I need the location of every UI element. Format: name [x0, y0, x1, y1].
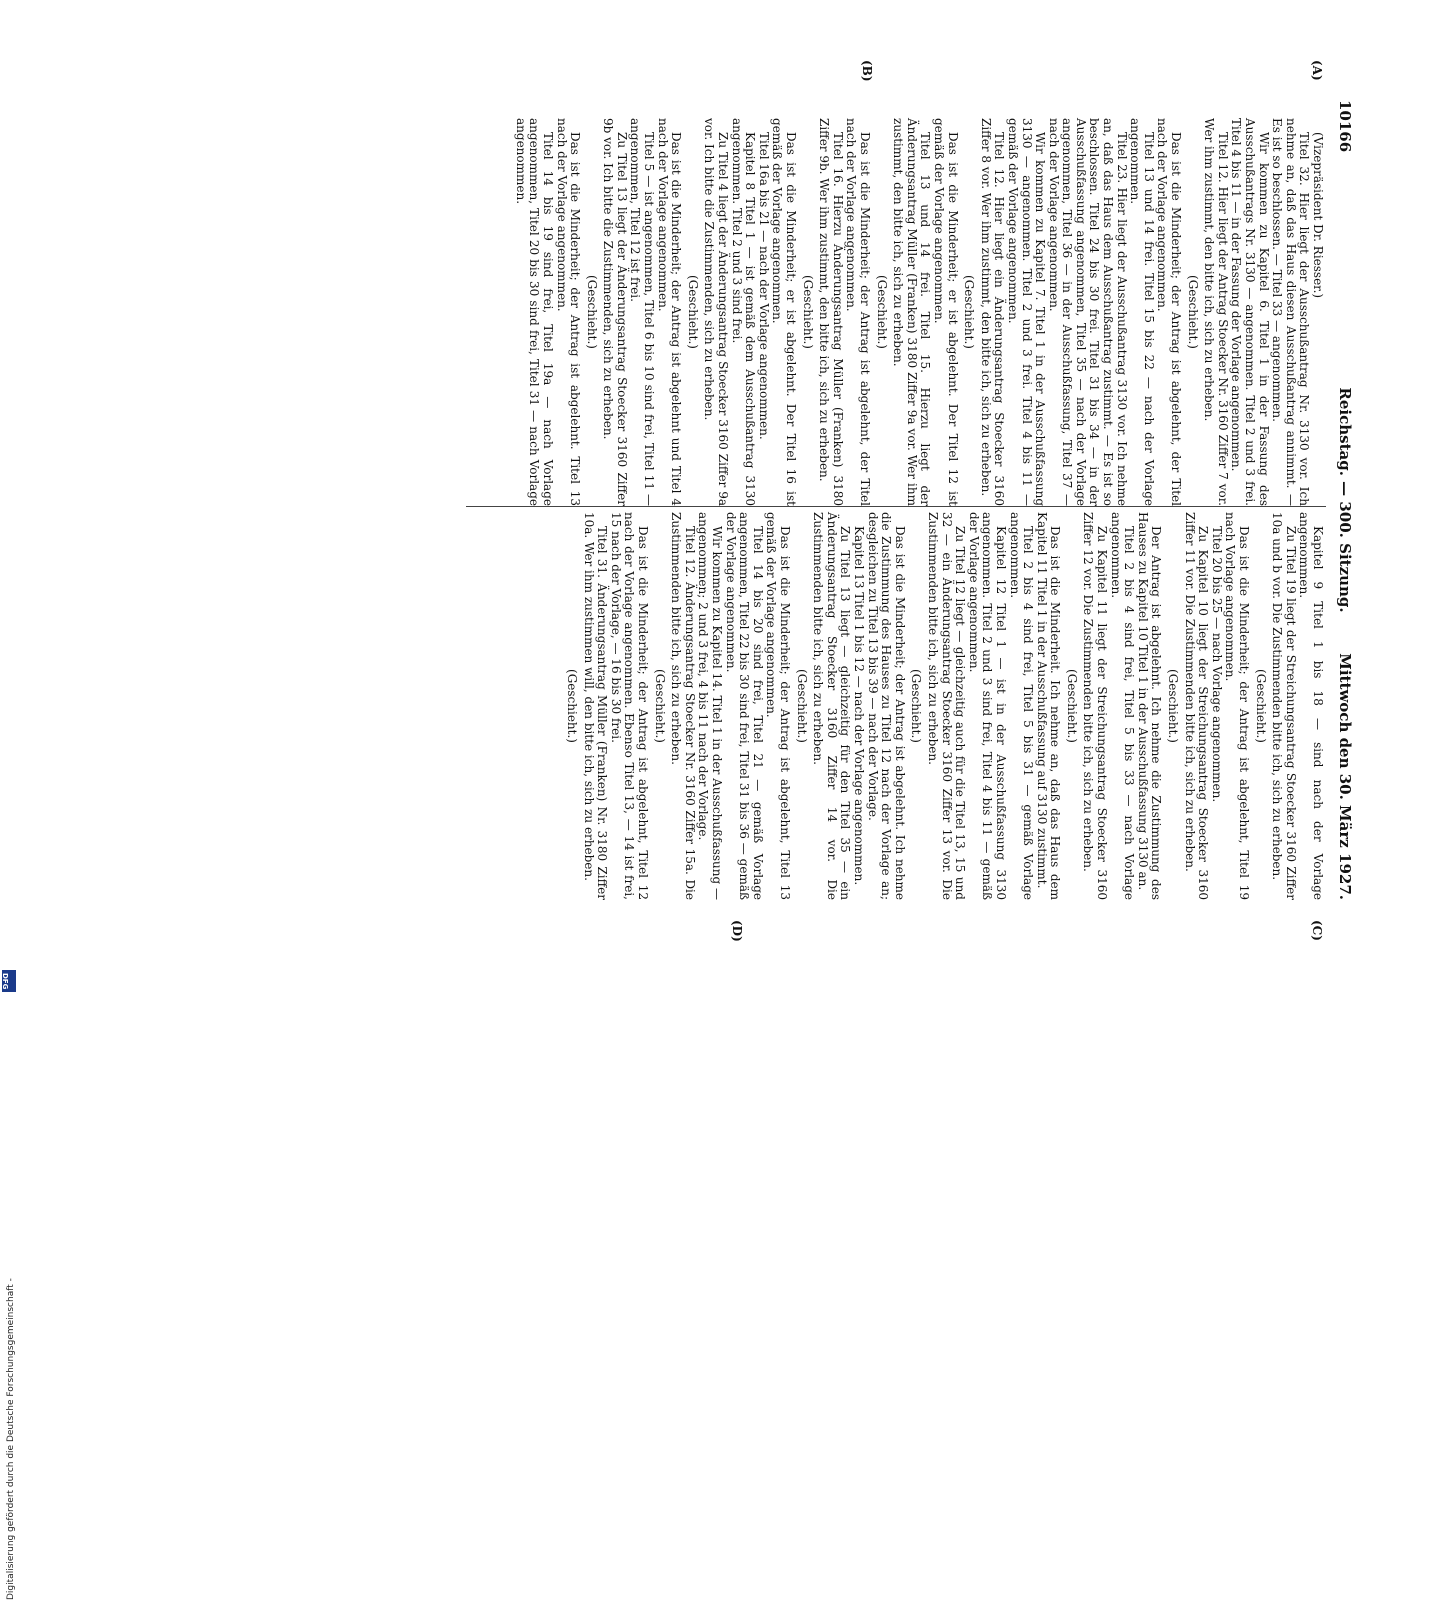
- stage-note: (Geschieht.): [874, 275, 889, 349]
- paragraph: Kapitel 13 Titel 1 bis 12 — nach der Vorlage angenommen.: [852, 526, 866, 886]
- paragraph: Der Antrag ist abgelehnt. Ich nehme die Zustimmung des Hauses zu Kapitel 10 Titel 1 in der Ausschußfassung 3130 an.: [1135, 512, 1164, 900]
- stage-note: (Geschieht.): [1185, 275, 1200, 349]
- paragraph: Das ist die Minderheit; der Antrag ist abgelehnt und Titel 4 nach der Vorlage angenommen.: [655, 118, 684, 506]
- paragraph: Titel 12. Hier liegt ein Änderungsantrag Stoecker 3160 Ziffer 8 vor. Wer ihm zustimmt, den bitte ich, sich zu erheben.: [978, 118, 1007, 506]
- stage-note: (Geschieht.): [794, 669, 809, 743]
- paragraph: Zu Titel 12 liegt — gleichzeitig auch für die Titel 13, 15 und 32 — ein Änderungsantrag Stoecker 3160 Ziffer 13 vor. Die Zustimmenden bitte ich, sich zu erheben.: [925, 512, 968, 900]
- paragraph: Zu Titel 19 liegt der Streichungsantrag Stoecker 3160 Ziffer 10a und b vor. Die Zustimmenden bitte ich, sich zu erheben.: [1270, 512, 1298, 900]
- page-header: [1330, 100, 1354, 900]
- stage-note: (Geschieht.): [685, 275, 700, 349]
- paragraph: Titel 14 bis 20 sind frei, Titel 21 — gemäß Vorlage angenommen, Titel 22 bis 30 sind frei, Titel 31 bis 36 — gemäß der Vorlage angenommen.: [723, 512, 765, 900]
- paragraph: Das ist die Minderheit; der Antrag ist abgelehnt. Ich nehme die Zustimmung des Hauses zu Titel 12 nach der Vorlage an; desgleichen zu Titel 13 bis 39 — nach der Vorlage.: [865, 512, 907, 900]
- paragraph: Titel 14 bis 19 sind frei, Titel 19a — nach Vorlage angenommen, Titel 20 bis 30 sind frei, Titel 31 — nach Vorlage angenommen.: [513, 118, 555, 506]
- paragraph: Das ist die Minderheit; der Antrag ist abgelehnt, Titel 12 nach der Vorlage angenommen. Ebenso Titel 13, — 14 ist frei, 15 nach der Vorlage, — 16 bis 30 frei.: [608, 512, 651, 900]
- paragraph: Titel 12. Hier liegt der Antrag Stoecker Nr. 3160 Ziffer 7 vor. Wer ihm zustimmt, den bitte ich, sich zu erheben.: [1202, 118, 1230, 506]
- stage-note: (Geschieht.): [1064, 669, 1079, 743]
- stage-note: (Geschieht.): [565, 669, 580, 743]
- paragraph: Titel 12. Änderungsantrag Stoecker Nr. 3160 Ziffer 15a. Die Zustimmenden bitte ich, sich zu erheben.: [669, 512, 697, 900]
- right-column: [562, 512, 1324, 900]
- paragraph: Titel 2 bis 4 sind frei, Titel 5 bis 31 — gemäß Vorlage angenommen.: [1007, 512, 1036, 900]
- paragraph: Titel 20 bis 25 — nach Vorlage angenommen.: [1209, 526, 1224, 803]
- margin-marker-c: (C): [1310, 920, 1324, 941]
- paragraph: Das ist die Minderheit; der Antrag ist abgelehnt, der Titel nach der Vorlage angenommen.: [844, 118, 872, 506]
- paragraph: Titel 16a bis 21 — nach der Vorlage angenommen.: [756, 132, 771, 440]
- stage-note: (Geschieht.): [1253, 669, 1268, 743]
- paragraph: Kapitel 8 Titel 1 — ist gemäß dem Ausschußantrag 3130 angenommen. Titel 2 und 3 sind frei.: [729, 118, 758, 506]
- paragraph: Titel 31. Änderungsantrag Müller (Franken) Nr. 3180 Ziffer 10a. Wer ihm zustimmen will, den bitte ich, sich zu erheben.: [581, 512, 610, 900]
- stage-note: (Geschieht.): [652, 669, 667, 743]
- margin-marker-b: (B): [860, 60, 874, 82]
- paragraph: Titel 5 — ist angenommen, Titel 6 bis 10 sind frei, Titel 11 — angenommen, Titel 12 ist frei.: [628, 118, 657, 506]
- paragraph: Das ist die Minderheit; der Antrag ist abgelehnt, Titel 19 nach Vorlage angenommen.: [1223, 512, 1252, 900]
- column-divider: [466, 506, 1326, 507]
- paragraph: Das ist die Minderheit. Ich nehme an, daß das Haus dem Kapitel 11 Titel 1 in der Ausschußfassung auf 3130 zustimmt.: [1034, 512, 1063, 900]
- margin-marker-a: (A): [1310, 60, 1324, 81]
- stage-note: (Geschieht.): [962, 275, 977, 349]
- digitization-credit: [4, 600, 18, 1600]
- paragraph: Titel 2 bis 4 sind frei, Titel 5 bis 33 — nach Vorlage angenommen.: [1108, 512, 1137, 900]
- stage-note: (Geschieht.): [584, 275, 599, 349]
- paragraph: Zu Kapitel 11 liegt der Streichungsantrag Stoecker 3160 Ziffer 12 vor. Die Zustimmenden bitte ich, sich zu erheben.: [1081, 512, 1110, 900]
- stage-note: (Geschieht.): [909, 669, 924, 743]
- left-column: [513, 118, 1324, 506]
- paragraph: Titel 13 und 14 frei. Titel 15 bis 22 — nach der Vorlage angenommen.: [1128, 118, 1156, 506]
- paragraph: Zu Titel 4 liegt der Änderungsantrag Stoecker 3160 Ziffer 9a vor. Ich bitte die Zustimmenden, sich zu erheben.: [702, 118, 731, 506]
- paragraph: Titel 32. Hier liegt der Ausschußantrag Nr. 3130 vor. Ich nehme an, daß das Haus diesen Ausschußantrag annimmt. — Es ist so beschlossen. — Titel 33 — angenommen.: [1270, 118, 1312, 506]
- paragraph: Wir kommen zu Kapitel 14. Titel 1 in der Ausschußfassung — angenommen; 2 und 3 frei, 4 bis 11 nach der Vorlage.: [696, 512, 725, 900]
- paragraph: Das ist die Minderheit; er ist abgelehnt. Der Titel 12 ist gemäß der Vorlage angenommen.: [931, 118, 960, 506]
- paragraph: Das ist die Minderheit; er ist abgelehnt. Der Titel 16 ist gemäß der Vorlage angenommen.: [770, 118, 799, 506]
- paragraph: (Vizepräsident Dr. Riesser.): [1311, 132, 1325, 299]
- session-title: Reichstag. — 300. Sitzung.: [1336, 387, 1354, 613]
- paragraph: Das ist die Minderheit; der Antrag ist abgelehnt. Titel 13 nach der Vorlage angenommen.: [554, 118, 583, 506]
- credit-text: Digitalisierung gefördert durch die Deutsche Forschungsgemeinschaft -: [6, 1278, 16, 1600]
- paragraph: Wir kommen zu Kapitel 6. Titel 1 in der Fassung des Ausschußantrags Nr. 3130 — angenommen. Titel 2 und 3 frei. Titel 4 bis 11 — in der Fassung der Vorlage angenommen.: [1229, 118, 1271, 506]
- page-number: 10166: [1336, 100, 1354, 153]
- paragraph: Titel 16. Hierzu Änderungsantrag Müller (Franken) 3180 Ziffer 9b. Wer ihm zustimmt, den bitte ich, sich zu erheben.: [817, 118, 845, 506]
- paragraph: Das ist die Minderheit; der Antrag ist abgelehnt, der Titel nach der Vorlage angenommen.: [1155, 118, 1184, 506]
- paragraph: Zu Kapitel 10 liegt der Streichungsantrag Stoecker 3160 Ziffer 11 vor. Die Zustimmenden bitte ich, sich zu erheben.: [1182, 512, 1211, 900]
- paragraph: Kapitel 12 Titel 1 — ist in der Ausschußfassung 3130 angenommen. Titel 2 und 3 sind frei, Titel 4 bis 11 — gemäß der Vorlage angenommen.: [966, 512, 1008, 900]
- paragraph: Titel 23. Hier liegt der Ausschußantrag 3130 vor. Ich nehme an, daß das Haus dem Ausschußantrag zustimmt. — Es ist so beschlossen. Titel 24 bis 30 frei. Titel 31 bis 34 — in der Ausschußfassung angenommen, Titel 35 — nach der Vorlage angenommen, Titel 36 — in der Ausschußfassung, Titel 37 — nach der Vorlage angenommen.: [1046, 118, 1129, 506]
- paragraph: Wir kommen zu Kapitel 7. Titel 1 in der Ausschußfassung 3130 — angenommen. Titel 2 und 3 frei. Titel 4 bis 11 — gemäß der Vorlage angenommen.: [1005, 118, 1048, 506]
- paragraph: Zu Titel 13 liegt der Änderungsantrag Stoecker 3160 Ziffer 9b vor. Ich bitte die Zustimmenden, sich zu erheben.: [601, 118, 629, 506]
- dfg-logo: DFG: [2, 970, 16, 992]
- paragraph: Das ist die Minderheit; der Antrag ist abgelehnt, Titel 13 gemäß der Vorlage angenommen.: [764, 512, 793, 900]
- paragraph: Kapitel 9 Titel 1 bis 18 — sind nach der Vorlage angenommen.: [1297, 512, 1325, 900]
- stage-note: (Geschieht.): [1166, 669, 1181, 743]
- paragraph: Titel 13 und 14 frei. Titel 15. Hierzu liegt der Änderungsantrag Müller (Franken) 3180 Ziffer 9a vor. Wer ihm zustimmt, den bitte ich, sich zu erheben.: [891, 118, 933, 506]
- stage-note: (Geschieht.): [800, 275, 815, 349]
- paragraph: Zu Titel 13 liegt — gleichzeitig für den Titel 35 — ein Änderungsantrag Stoecker 3160 Ziffer 14 vor. Die Zustimmenden bitte ich, sich zu erheben.: [811, 512, 853, 900]
- margin-marker-d: (D): [730, 920, 744, 942]
- session-date: Mittwoch den 30. März 1927.: [1336, 653, 1354, 900]
